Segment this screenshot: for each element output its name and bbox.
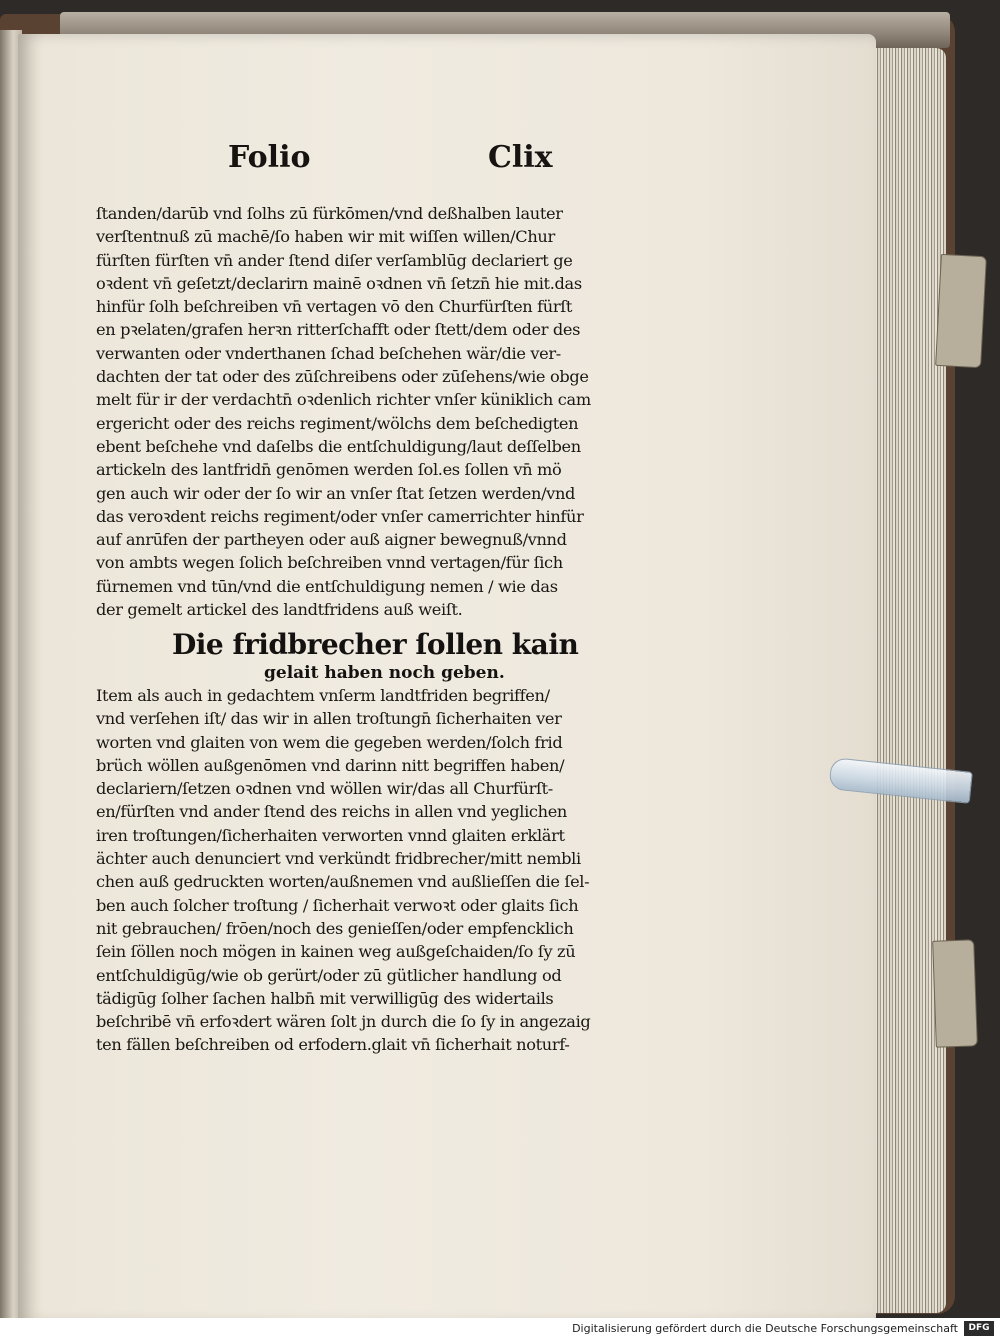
text-line: dachten der tat oder des zūſchreibens oder zūſehens/wie obge: [96, 367, 589, 387]
text-line: tädigūg ſolher ſachen halbn̄ mit verwilligūg des widertails: [96, 988, 554, 1008]
text-line: fürſten fürſten vn̄ ander ſtend diſer verſamblūg declariert ge: [96, 250, 573, 270]
text-line: fürnemen vnd tūn/vnd die entſchuldigung nemen / wie das: [96, 576, 558, 596]
text-line: auf anrūfen der partheyen oder auß aigner bewegnuß/vnnd: [96, 530, 567, 550]
text-line: verwanten oder vnderthanen ſchad beſchehen wär/die ver-: [96, 343, 561, 363]
text-line: ebent beſchehe vnd daſelbs die entſchuldigung/laut deſſelben: [96, 436, 581, 456]
text-line: ächter auch denunciert vnd verkündt fridbrecher/mitt nembli: [96, 849, 581, 869]
page-tab-lower: [932, 939, 978, 1047]
text-line: ten fällen beſchreiben od erfodern.glait vn̄ ſicherhait noturf-: [96, 1035, 570, 1055]
folio-number: Clix: [488, 140, 553, 175]
text-line: artickeln des lantfridn̄ genōmen werden ſol.es ſollen vn̄ mö: [96, 460, 562, 480]
text-line: vnd verſehen iſt/ das wir in allen troſtungn̄ ſicherhaiten ver: [96, 709, 562, 729]
footer-credit: Digitalisierung gefördert durch die Deutsche Forschungsgemeinschaft: [572, 1322, 958, 1335]
section-heading-main: Die fridbrecher ſollen kain: [172, 628, 579, 661]
text-line: Item als auch in gedachtem vnſerm landtfriden begriffen/: [96, 686, 550, 705]
text-line: der gemelt artickel des landtfridens auß weiſt.: [96, 600, 463, 620]
text-line: melt für ir der verdachtn̄ oꝛdenlich richter vnſer küniklich cam: [96, 390, 591, 410]
text-line: gen auch wir oder der ſo wir an vnſer ſtat ſetzen werden/vnd: [96, 483, 576, 503]
text-line: beſchribē vn̄ erfoꝛdert wären ſolt jn durch die ſo ſy in angezaig: [96, 1012, 591, 1032]
text-line: nit gebrauchen/ frōen/noch des genieſſen/oder empfencklich: [96, 918, 574, 938]
text-line: declariern/ſetzen oꝛdnen vnd wöllen wir/das all Churfürſt-: [96, 779, 553, 799]
section-heading-sub: gelait haben noch geben.: [264, 663, 505, 683]
text-line: iren troſtungen/ſicherhaiten verworten vnnd glaiten erklärt: [96, 825, 565, 845]
folio-label: Folio: [228, 140, 311, 175]
text-line: en/fürſten vnd ander ſtend des reichs in allen vnd yeglichen: [96, 802, 568, 822]
dfg-logo: DFG: [964, 1321, 994, 1336]
page-tab-upper: [935, 254, 987, 368]
text-line: brüch wöllen außgenōmen vnd darinn nitt begriffen haben/: [96, 755, 565, 775]
text-line: verſtentnuß zū machē/ſo haben wir mit wiſſen willen/Chur: [96, 227, 555, 247]
text-line: ſtanden/darūb vnd ſolhs zū fürkōmen/vnd deßhalben lauter: [96, 204, 563, 223]
paragraph-1: [96, 202, 626, 621]
text-line: das veroꝛdent reichs regiment/oder vnſer camerrichter hinfür: [96, 506, 584, 526]
text-line: entſchuldigūg/wie ob gerürt/oder zū gütlicher handlung od: [96, 965, 562, 985]
text-line: ſein ſöllen noch mögen in kainen weg außgeſchaiden/ſo ſy zū: [96, 942, 576, 962]
paragraph-2: [96, 684, 626, 1057]
text-line: hinfür ſolh beſchreiben vn̄ vertagen vō den Churfürſten fürſt: [96, 297, 573, 317]
text-line: worten vnd glaiten von wem die gegeben werden/ſolch frid: [96, 732, 563, 752]
text-line: ergericht oder des reichs regiment/wölchs dem beſchedigten: [96, 413, 579, 433]
text-line: von ambts wegen ſolich beſchreiben vnnd vertagen/für ſich: [96, 553, 563, 573]
page-fore-edge: [872, 48, 946, 1313]
running-head: [228, 140, 568, 184]
section-heading: [172, 628, 592, 684]
text-line: ben auch ſolcher troſtung / ſicherhait verwoꝛt oder glaits ſich: [96, 895, 579, 915]
text-line: chen auß gedruckten worten/außnemen vnd außlieſſen die ſel-: [96, 872, 590, 892]
text-line: en pꝛelaten/grafen herꝛn ritterſchafft oder ſtett/dem oder des: [96, 320, 581, 340]
text-line: oꝛdent vn̄ geſetzt/declarirn mainē oꝛdnen vn̄ ſetzn̄ hie mit.das: [96, 273, 582, 293]
